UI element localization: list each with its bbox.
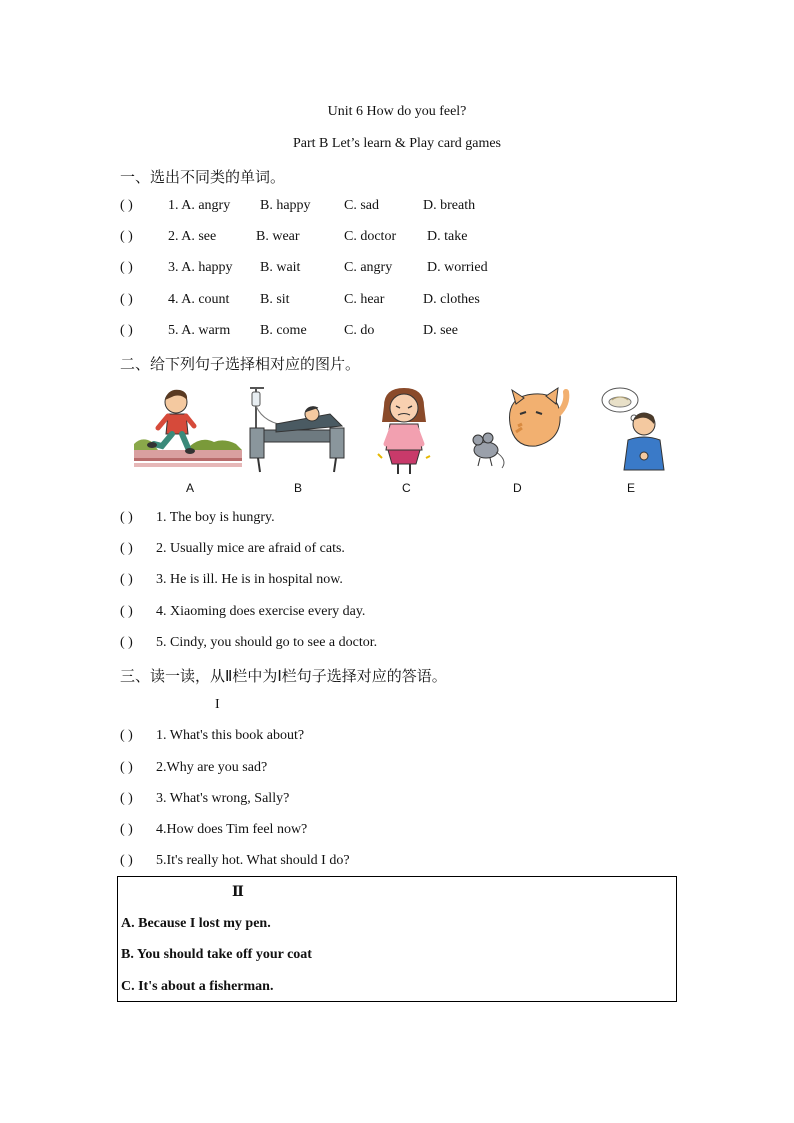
option-c: C. doctor — [344, 229, 397, 244]
question-row — [120, 260, 680, 280]
answer-blank[interactable]: ( ) — [120, 541, 133, 556]
answer-blank[interactable]: ( ) — [120, 572, 133, 587]
worksheet-title: Unit 6 How do you feel? — [327, 104, 467, 119]
answer-box — [117, 876, 677, 1002]
picture-label: D — [513, 481, 522, 495]
question-text: 4.How does Tim feel now? — [156, 822, 308, 837]
running-boy-icon — [132, 384, 244, 474]
option-a: 4. A. count — [168, 292, 230, 307]
question-row — [120, 572, 620, 592]
question-row — [120, 635, 620, 655]
hungry-boy-icon — [594, 384, 670, 476]
option-d: D. worried — [427, 260, 488, 275]
option-b: B. wear — [256, 229, 300, 244]
answer-blank[interactable]: ( ) — [120, 728, 133, 743]
question-row — [120, 760, 620, 780]
cat-and-mouse-icon — [462, 384, 572, 476]
option-c: C. sad — [344, 198, 379, 213]
option-a: 3. A. happy — [168, 260, 233, 275]
answer-option: A. Because I lost my pen. — [121, 916, 271, 931]
answer-blank[interactable]: ( ) — [120, 760, 133, 775]
answer-option: C. It's about a fisherman. — [121, 979, 274, 994]
question-row — [120, 229, 680, 249]
option-d: D. breath — [423, 198, 476, 213]
question-row — [120, 822, 620, 842]
option-b: B. wait — [260, 260, 301, 275]
question-row — [120, 541, 620, 561]
answer-blank[interactable]: ( ) — [120, 198, 133, 213]
question-text: 4. Xiaoming does exercise every day. — [156, 604, 366, 619]
answer-blank[interactable]: ( ) — [120, 229, 133, 244]
column-i-label: I — [215, 697, 220, 712]
answer-blank[interactable]: ( ) — [120, 292, 133, 307]
question-text: 2.Why are you sad? — [156, 760, 268, 775]
question-text: 3. He is ill. He is in hospital now. — [156, 572, 343, 587]
question-row — [120, 853, 620, 873]
picture-label: B — [294, 481, 303, 495]
question-text: 5. Cindy, you should go to see a doctor. — [156, 635, 378, 650]
option-c: C. hear — [344, 292, 385, 307]
question-row — [120, 604, 620, 624]
section2-heading: 二、给下列句子选择相对应的图片。 — [120, 355, 361, 373]
question-row — [120, 292, 680, 312]
answer-blank[interactable]: ( ) — [120, 260, 133, 275]
option-c: C. angry — [344, 260, 393, 275]
answer-blank[interactable]: ( ) — [120, 822, 133, 837]
worksheet-subtitle: Part B Let’s learn & Play card games — [293, 136, 501, 151]
question-row — [120, 198, 680, 218]
option-b: B. come — [260, 323, 307, 338]
option-b: B. sit — [260, 292, 290, 307]
picture-label: E — [627, 481, 636, 495]
option-a: 1. A. angry — [168, 198, 231, 213]
question-text: 1. What's this book about? — [156, 728, 305, 743]
question-text: 3. What's wrong, Sally? — [156, 791, 290, 806]
question-row — [120, 728, 620, 748]
answer-blank[interactable]: ( ) — [120, 323, 133, 338]
question-text: 5.It's really hot. What should I do? — [156, 853, 350, 868]
section1-heading: 一、选出不同类的单词。 — [120, 168, 286, 186]
question-text: 2. Usually mice are afraid of cats. — [156, 541, 345, 556]
question-row — [120, 323, 680, 343]
option-a: 2. A. see — [168, 229, 217, 244]
option-d: D. see — [423, 323, 458, 338]
answer-blank[interactable]: ( ) — [120, 791, 133, 806]
answer-blank[interactable]: ( ) — [120, 635, 133, 650]
question-row — [120, 510, 620, 530]
option-d: D. take — [427, 229, 468, 244]
answer-blank[interactable]: ( ) — [120, 853, 133, 868]
picture-label: A — [186, 481, 195, 495]
option-b: B. happy — [260, 198, 311, 213]
hospital-bed-icon — [246, 384, 350, 476]
answer-blank[interactable]: ( ) — [120, 604, 133, 619]
option-d: D. clothes — [423, 292, 480, 307]
sick-girl-icon — [368, 384, 440, 476]
option-c: C. do — [344, 323, 375, 338]
answer-blank[interactable]: ( ) — [120, 510, 133, 525]
column-ii-label: Ⅱ — [232, 885, 244, 900]
option-a: 5. A. warm — [168, 323, 231, 338]
question-text: 1. The boy is hungry. — [156, 510, 275, 525]
section3-heading: 三、读一读，从Ⅱ栏中为Ⅰ栏句子选择对应的答语。 — [120, 667, 447, 685]
answer-option: B. You should take off your coat — [121, 947, 312, 962]
picture-label: C — [402, 481, 411, 495]
question-row — [120, 791, 620, 811]
